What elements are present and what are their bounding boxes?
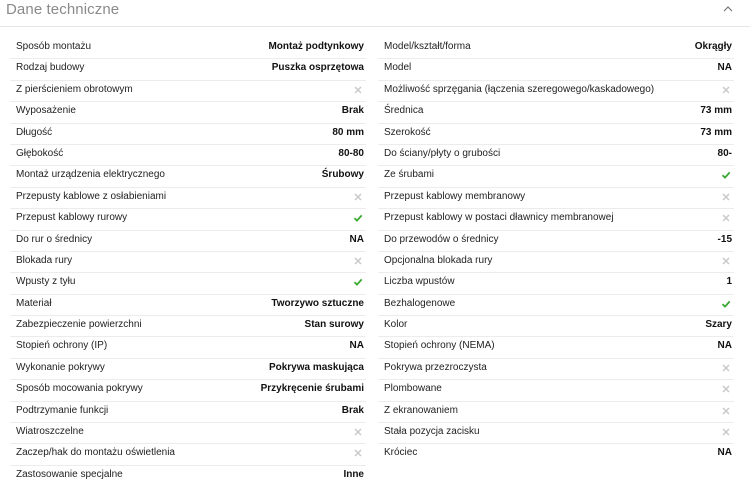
spec-value: Okrągły [694,41,732,52]
spec-value: NA [717,62,732,74]
spec-row [10,145,366,166]
spec-column-right [378,38,734,466]
spec-label: Materiał [16,297,52,309]
cross-icon [721,363,731,373]
spec-row [378,38,734,59]
check-icon [353,213,363,223]
check-icon [353,277,363,287]
spec-value: Brak [341,105,364,117]
spec-row [378,59,734,80]
cross-icon [721,427,731,437]
spec-label: Bezhalogenowe [384,297,456,309]
panel-header[interactable] [0,0,750,27]
cross-icon [721,384,731,394]
spec-row [378,423,734,444]
spec-label: Stopień ochrony (NEMA) [384,340,495,352]
spec-row [10,59,366,80]
panel-title: Dane techniczne [6,1,120,18]
spec-label: Stała pozycja zacisku [384,426,480,438]
spec-label: Długość [16,126,53,138]
cross-icon [721,406,731,416]
spec-row [378,231,734,252]
cross-icon [721,256,731,266]
spec-row [378,124,734,145]
cross-icon [353,448,363,458]
cross-icon [721,192,731,202]
spec-row [378,102,734,123]
spec-label: Wykonanie pokrywy [16,361,105,373]
spec-label: Przepusty kablowe z osłabieniami [16,190,167,202]
spec-label: Możliwość sprzęgania (łączenia szeregowego/kaskadowego) [384,83,655,95]
spec-row [10,124,366,145]
spec-value: Inne [343,468,364,480]
spec-label: Kolor [384,319,408,331]
spec-label: Przepust kablowy rurowy [16,212,128,224]
chevron-up-icon[interactable] [722,4,734,14]
spec-row [10,273,366,294]
spec-row [378,81,734,102]
spec-value: NA [349,233,364,245]
spec-label: Montaż urządzenia elektrycznego [16,169,165,181]
spec-row [378,295,734,316]
spec-column-left [10,38,366,487]
spec-label: Ze śrubami [384,169,435,181]
cross-icon [353,85,363,95]
cross-icon [353,256,363,266]
spec-label: Wiatroszczelne [16,426,84,438]
spec-row [10,295,366,316]
spec-label: Króciec [384,447,418,459]
spec-value: 80 mm [332,126,364,138]
spec-label: Model [384,62,412,74]
spec-row [378,444,734,465]
spec-value: Montaż podtynkowy [268,41,364,52]
spec-label: Opcjonalna blokada rury [384,254,493,266]
spec-row [10,316,366,337]
spec-row [10,402,366,423]
spec-row [10,423,366,444]
spec-label: Do rur o średnicy [16,233,93,245]
spec-row [378,380,734,401]
spec-label: Zastosowanie specjalne [16,468,123,480]
spec-label: Do ściany/płyty o grubości [384,147,501,159]
spec-value: NA [717,447,732,459]
spec-label: Do przewodów o średnicy [384,233,499,245]
spec-row [378,337,734,358]
spec-value: 1 [726,276,732,288]
spec-label: Stopień ochrony (IP) [16,340,108,352]
spec-row [10,252,366,273]
spec-row [10,209,366,230]
spec-value: Śrubowy [321,169,364,181]
spec-label: Model/kształt/forma [384,41,471,52]
check-icon [721,170,731,180]
spec-label: Rodzaj budowy [16,62,85,74]
spec-label: Pokrywa przezroczysta [384,361,487,373]
spec-label: Zabezpieczenie powierzchni [16,319,142,331]
spec-label: Szerokość [384,126,431,138]
spec-row [10,466,366,487]
spec-row [10,231,366,252]
spec-value: Brak [341,404,364,416]
spec-row [10,102,366,123]
spec-label: Podtrzymanie funkcji [16,404,109,416]
spec-row [378,145,734,166]
spec-table [10,38,740,492]
cross-icon [353,192,363,202]
spec-value: Szary [705,319,732,331]
spec-row [10,444,366,465]
spec-row [378,188,734,209]
spec-row [378,209,734,230]
spec-value: NA [349,340,364,352]
spec-row [378,252,734,273]
spec-label: Głębokość [16,147,64,159]
spec-label: Przepust kablowy w postaci dławnicy membranowej [384,212,614,224]
spec-row [378,166,734,187]
spec-value: Przykręcenie śrubami [260,383,364,395]
spec-row [10,38,366,59]
spec-value: Tworzywo sztuczne [271,297,364,309]
cross-icon [721,213,731,223]
spec-value: 80-80 [338,147,364,159]
spec-label: Blokada rury [16,254,73,266]
spec-label: Przepust kablowy membranowy [384,190,526,202]
spec-row [10,359,366,380]
spec-value: -15 [717,233,732,245]
spec-value: 73 mm [700,126,732,138]
cross-icon [353,427,363,437]
spec-value: Puszka osprzętowa [271,62,364,74]
spec-row [10,166,366,187]
spec-row [10,337,366,358]
spec-value: Pokrywa maskująca [268,361,364,373]
spec-row [378,316,734,337]
spec-value: NA [717,340,732,352]
spec-row [10,380,366,401]
spec-label: Sposób montażu [16,41,92,52]
spec-label: Z ekranowaniem [384,404,458,416]
spec-value: Stan surowy [304,319,364,331]
spec-row [10,188,366,209]
spec-label: Wyposażenie [16,105,76,117]
spec-label: Wpusty z tyłu [16,276,76,288]
spec-value: 80- [717,147,732,159]
spec-row [378,402,734,423]
spec-row [378,359,734,380]
check-icon [721,299,731,309]
spec-row [378,273,734,294]
cross-icon [721,85,731,95]
spec-row [10,81,366,102]
spec-label: Z pierścieniem obrotowym [16,83,133,95]
spec-label: Plombowane [384,383,442,395]
spec-label: Zaczep/hak do montażu oświetlenia [16,447,175,459]
spec-value: 73 mm [700,105,732,117]
spec-label: Liczba wpustów [384,276,455,288]
spec-label: Sposób mocowania pokrywy [16,383,143,395]
spec-label: Średnica [384,105,424,117]
